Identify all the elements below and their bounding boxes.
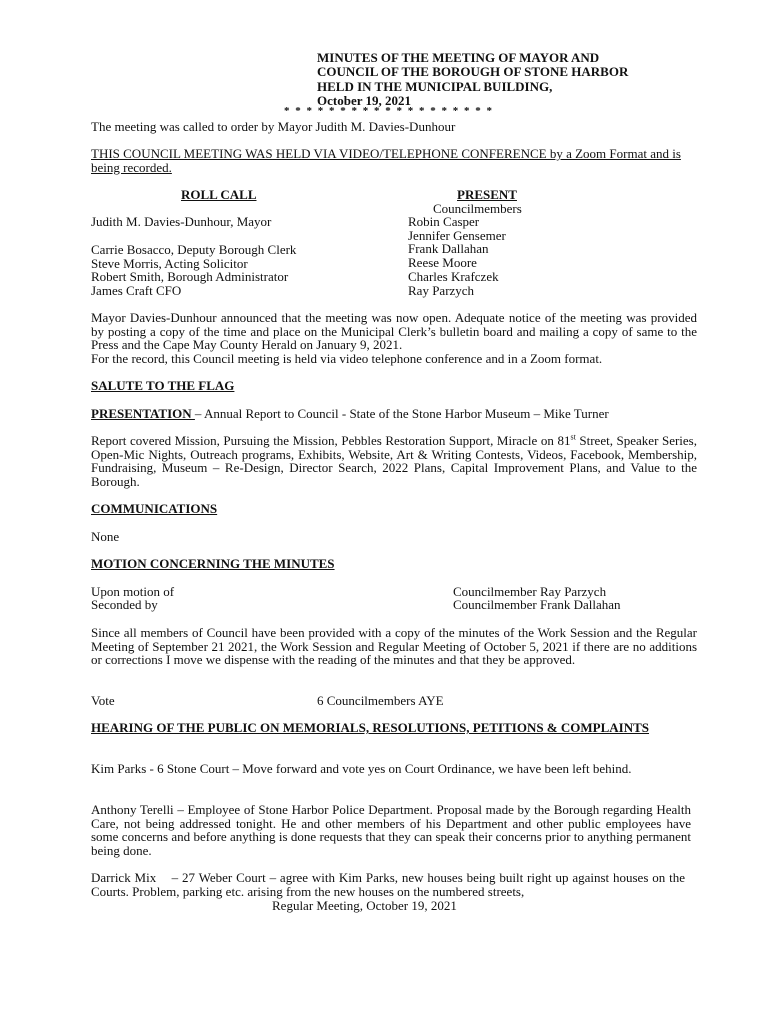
star-divider: * * * * * * * * * * * * * * * * * * * <box>284 105 494 117</box>
record-note: For the record, this Council meeting is held via video telephone conference and in a Zoom format. <box>91 351 603 366</box>
page-footer: Regular Meeting, October 19, 2021 <box>272 898 457 913</box>
title-line-1: MINUTES OF THE MEETING OF MAYOR AND <box>317 50 600 65</box>
call-to-order: The meeting was called to order by Mayor Judith M. Davies-Dunhour <box>91 119 456 134</box>
vote-label: Vote <box>91 693 115 708</box>
councilmember-item: Ray Parzych <box>408 282 475 298</box>
councilmember-item: Robin Casper <box>408 214 480 229</box>
hearing-heading: HEARING OF THE PUBLIC ON MEMORIALS, RESOLUTIONS, PETITIONS & COMPLAINTS <box>91 720 650 735</box>
motion-label: Upon motion of <box>91 584 175 599</box>
councilmember-item: Reese Moore <box>408 255 477 271</box>
ordinal-suffix: st <box>570 432 576 442</box>
presentation-label: PRESENTATION <box>91 406 195 421</box>
staff-item: Robert Smith, Borough Administrator <box>91 269 289 285</box>
staff-item: Carrie Bosacco, Deputy Borough Clerk <box>91 242 297 257</box>
second-value: Councilmember Frank Dallahan <box>453 597 621 612</box>
staff-list <box>91 243 296 298</box>
public-comment: Darrick Mix – 27 Weber Court – agree with Kim Parks, new houses being built right up against houses on the Courts. Problem, parking etc. arising from the new houses on the numbered streets, <box>91 870 689 899</box>
councilmember-item: Jennifer Gensemer <box>408 227 506 243</box>
meeting-date: October 19, 2021 <box>317 92 411 108</box>
presentation-report <box>91 434 697 489</box>
announcement-paragraph: Mayor Davies-Dunhour announced that the meeting was now open. Adequate notice of the meeting was provided by posting a copy of the time and place on the Municipal Clerk’s bulletin board and mailing a copy of same to the Press and the Cape May County Herald on January 9, 2021. <box>91 310 697 353</box>
title-line-2: COUNCIL OF THE BOROUGH OF STONE HARBOR <box>317 64 629 80</box>
staff-item: James Craft CFO <box>91 283 182 299</box>
councilmember-item: Charles Krafczek <box>408 268 499 284</box>
councilmember-item: Frank Dallahan <box>408 241 489 257</box>
report-text-end: Street, Speaker Series, Open-Mic Nights, Outreach programs, Exhibits, Website, Art & Writing Contests, Videos, Facebook, Membership, Fundraising, Museum – Re-Design, Director Search, 2022 Plans, Capital Improvement Plans, and Value to the Borough. <box>91 433 697 490</box>
motion-value: Councilmember Ray Parzych <box>453 584 607 599</box>
presentation-title: – Annual Report to Council - State of the Stone Harbor Museum – Mike Turner <box>194 406 609 421</box>
document-title <box>317 51 698 108</box>
presentation-paragraph <box>91 407 697 421</box>
minutes-motion-text: Since all members of Council have been provided with a copy of the minutes of the Work Session and the Regular Meeting of September 21 2021, the Work Session and Regular Meeting of October 5, 2021 if there are no additions or corrections I move we dispense with the reading of the minutes and that they be approved. <box>91 625 697 668</box>
public-comment: Anthony Terelli – Employee of Stone Harbor Police Department. Proposal made by the Borough regarding Health Care, not being addressed tonight. He and other members of his Department and other public employees have some concerns and before anything is done requests that they can speak their concerns prior to anything permanent being done. <box>91 802 691 859</box>
present-heading: PRESENT <box>457 187 517 202</box>
mayor-name: Judith M. Davies-Dunhour, Mayor <box>91 214 272 229</box>
communications-text: None <box>91 529 120 544</box>
councilmembers-subheading: Councilmembers <box>433 201 522 216</box>
second-label: Seconded by <box>91 597 158 612</box>
councilmember-list <box>408 215 506 297</box>
minutes-motion-heading: MOTION CONCERNING THE MINUTES <box>91 556 335 571</box>
public-comment: Kim Parks - 6 Stone Court – Move forward and vote yes on Court Ordinance, we have been left behind. <box>91 761 632 776</box>
report-text-start: Report covered Mission, Pursuing the Mission, Pebbles Restoration Support, Miracle on 81 <box>91 433 571 448</box>
communications-heading: COMMUNICATIONS <box>91 501 218 516</box>
staff-item: Steve Morris, Acting Solicitor <box>91 255 248 271</box>
roll-call-heading: ROLL CALL <box>181 187 257 202</box>
salute-heading: SALUTE TO THE FLAG <box>91 378 235 393</box>
title-line-3: HELD IN THE MUNICIPAL BUILDING, <box>317 78 553 94</box>
conference-note: THIS COUNCIL MEETING WAS HELD VIA VIDEO/TELEPHONE CONFERENCE by a Zoom Format and is being recorded. <box>91 146 681 175</box>
vote-value: 6 Councilmembers AYE <box>317 693 444 708</box>
